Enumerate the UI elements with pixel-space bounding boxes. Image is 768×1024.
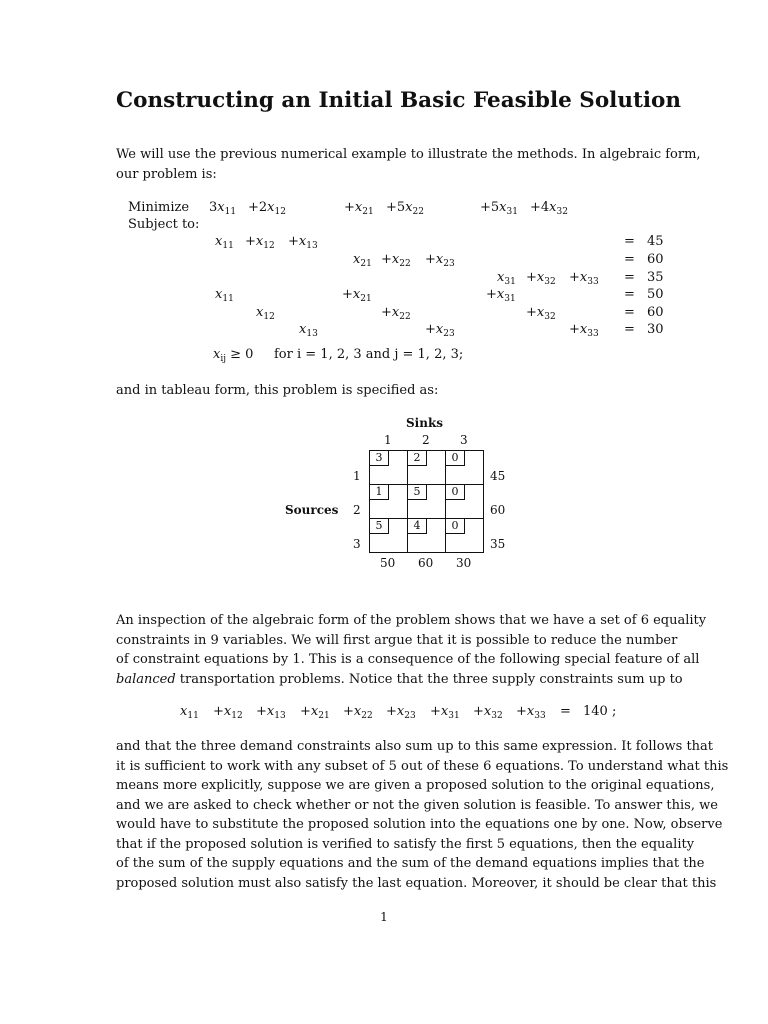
variable-subscript: 22 [399,312,411,322]
constraint-term [288,234,318,251]
coefficient: + [342,287,353,302]
constraint-term [497,270,516,287]
sum-term [213,704,243,721]
text-line: of constraint equations by 1. This is a consequence of the following special feature of all [116,652,700,667]
demand-value: 50 [380,556,396,570]
variable-subscript: 22 [412,207,424,217]
variable-subscript: 21 [360,259,372,269]
constraint-term [569,322,599,339]
variable-subscript: 23 [443,329,455,339]
coefficient: + [473,704,484,719]
constraint-term [215,287,234,304]
variable: x [256,305,264,320]
cost-box: 3 [370,451,389,466]
sum-term [180,704,199,721]
variable-subscript: 11 [224,207,237,217]
sum-term [300,704,330,721]
cost-box: 0 [446,519,465,534]
constraint-term [256,305,275,322]
coefficient: + [526,305,537,320]
nonnegativity-constraint [213,347,253,364]
supply-value: 35 [490,537,506,551]
relation: ≥ 0 [230,347,254,362]
text-line [116,670,683,690]
equals-sign: = [624,287,635,302]
coefficient: + [516,704,527,719]
equals-sign: = [624,322,635,337]
variable: x [352,287,361,302]
cost-box: 0 [446,451,465,466]
variable: x [215,234,223,249]
variable-subscript: 32 [491,711,503,721]
coefficient: + [486,287,497,302]
cost-box: 4 [408,519,427,534]
variable: x [215,287,223,302]
coefficient: + [381,305,392,320]
italic-term: balanced [116,671,176,687]
variable: x [266,704,275,719]
sum-rhs: 140 ; [583,704,617,719]
variable-subscript: 32 [544,312,556,322]
variable: x [536,270,545,285]
variable-subscript: 13 [274,711,286,721]
constraint-term [342,287,372,304]
equals-sign: = [624,234,635,249]
variable: x [496,287,505,302]
sum-term [516,704,546,721]
variable-subscript: 11 [187,711,199,721]
equals-sign: = [624,270,635,285]
variable-subscript: 31 [448,711,460,721]
constraint-rhs: 35 [647,270,664,285]
constraint-term [245,234,275,251]
constraint-term [425,322,455,339]
coefficient: +5 [386,200,406,215]
constraint-term [569,270,599,287]
variable: x [526,704,535,719]
constraint-rhs: 60 [647,252,664,267]
source-number: 1 [353,469,361,483]
paragraph-inspection [116,611,707,689]
variable: x [310,704,319,719]
variable: x [353,704,362,719]
variable-subscript: 33 [587,329,599,339]
intro-paragraph [116,145,701,184]
variable-subscript: 11 [222,241,234,251]
text-line: would have to substitute the proposed solution into the equations one by one. Now, observe [116,817,723,832]
text-line: that if the proposed solution is verified to satisfy the first 5 equations, then the equality [116,836,695,852]
coefficient: + [245,234,256,249]
supply-value: 60 [490,503,506,517]
variable-subscript: 31 [504,294,516,304]
constraint-rhs: 45 [647,234,664,249]
constraint-term [299,322,318,339]
variable-subscript: 13 [306,329,318,339]
variable: x [499,200,507,215]
coefficient: + [344,200,355,215]
coefficient: + [425,322,436,337]
coefficient: +2 [248,200,268,215]
sum-term [430,704,460,721]
source-number: 2 [353,503,361,517]
demand-value: 30 [456,556,472,570]
constraint-rhs: 30 [647,322,664,337]
coefficient: + [256,704,267,719]
constraint-term [353,252,372,269]
variable-subscript: 12 [263,241,275,251]
variable-subscript: 22 [361,711,373,721]
variable: x [549,200,557,215]
supply-value: 45 [490,469,506,483]
variable: x [536,305,545,320]
variable-subscript: 31 [504,277,516,287]
coefficient: + [425,252,436,267]
constraint-term [526,305,556,322]
variable-subscript: 12 [231,711,243,721]
sum-term [343,704,373,721]
variable-subscript: 32 [544,277,556,287]
variable: x [579,270,588,285]
objective-term [480,200,518,217]
text-line: our problem is: [116,166,217,182]
variable-subscript: 21 [362,207,374,217]
text-line: and in tableau form, this problem is specified as: [116,383,439,398]
constraint-term [486,287,516,304]
variable: x [180,704,188,719]
variable-subscript: 12 [274,207,286,217]
variable: x [299,322,307,337]
variable: x [405,200,413,215]
text-line: of the sum of the supply equations and the sum of the demand equations implies that the [116,856,705,871]
objective-term [248,200,286,217]
variable: x [497,270,505,285]
coefficient: + [213,704,224,719]
text-fragment: transportation problems. Notice that the three supply constraints sum up to [179,671,683,687]
text-line: and that the three demand constraints also sum up to this same expression. It follows that [116,739,714,754]
sink-number: 3 [460,433,468,447]
paragraph-demand [116,737,729,893]
tableau-intro [116,381,673,401]
coefficient: + [381,252,392,267]
variable: x [396,704,405,719]
variable: x [255,234,264,249]
constraint-rhs: 50 [647,287,664,302]
cost-box: 5 [370,519,389,534]
sum-term [386,704,416,721]
objective-term [386,200,424,217]
variable: x [353,252,361,267]
variable: x [435,322,444,337]
coefficient: + [343,704,354,719]
equals-sign: = [624,252,635,267]
variable-subscript: 22 [399,259,411,269]
constraint-rhs: 60 [647,305,664,320]
variable: x [440,704,449,719]
coefficient: + [430,704,441,719]
equals-sign: = [624,305,635,320]
variable: x [354,200,363,215]
objective-term [209,200,236,217]
constraint-term [381,252,411,269]
variable-subscript: 11 [222,294,234,304]
cost-box: 0 [446,485,465,500]
variable: x [435,252,444,267]
variable: x [391,305,400,320]
sum-term [256,704,286,721]
minimize-label: Minimize [128,200,190,215]
constraint-term [526,270,556,287]
variable: x [483,704,492,719]
constraint-term [215,234,234,251]
variable-subscript: 33 [534,711,546,721]
variable-subscript: 13 [306,241,318,251]
sink-number: 2 [422,433,430,447]
variable-subscript: 23 [404,711,416,721]
sink-number: 1 [384,433,392,447]
coefficient: +5 [480,200,500,215]
variable-subscript: ij [220,354,227,364]
sinks-label: Sinks [406,416,444,430]
variable: x [213,347,221,362]
objective-term [530,200,568,217]
section-title: Constructing an Initial Basic Feasible Solution [116,88,682,113]
text-line: We will use the previous numerical example to illustrate the methods. In algebraic form, [116,147,701,162]
cost-box: 1 [370,485,389,500]
objective-term [344,200,374,217]
text-line: and we are asked to check whether or not the given solution is feasible. To answer this, we [116,797,718,813]
variable: x [223,704,232,719]
constraint-term [381,305,411,322]
equals-sign: = [560,704,571,719]
text-line: means more explicitly, suppose we are given a proposed solution to the original equations, [116,778,715,793]
variable-subscript: 33 [587,277,599,287]
variable-subscript: 31 [506,207,518,217]
text-line: proposed solution must also satisfy the last equation. Moreover, it should be clear that this [116,875,717,891]
sources-label: Sources [285,503,339,517]
index-range-text: for i = 1, 2, 3 and j = 1, 2, 3; [274,347,464,362]
coefficient: + [300,704,311,719]
variable: x [579,322,588,337]
coefficient: +4 [530,200,550,215]
coefficient: + [526,270,537,285]
cost-box: 5 [408,485,427,500]
variable-subscript: 12 [263,312,275,322]
coefficient: 3 [209,200,218,215]
variable: x [391,252,400,267]
variable: x [267,200,275,215]
cost-box: 2 [408,451,427,466]
page-number: 1 [380,910,388,924]
variable-subscript: 23 [443,259,455,269]
demand-value: 60 [418,556,434,570]
coefficient: + [569,270,580,285]
text-line: An inspection of the algebraic form of the problem shows that we have a set of 6 equality [116,613,707,628]
text-line: constraints in 9 variables. We will first argue that it is possible to reduce the number [116,632,678,648]
variable: x [298,234,307,249]
variable-subscript: 21 [360,294,372,304]
subject-to-label: Subject to: [128,217,200,232]
variable-subscript: 32 [556,207,568,217]
variable-subscript: 21 [318,711,330,721]
sum-term [473,704,503,721]
variable: x [217,200,225,215]
coefficient: + [569,322,580,337]
constraint-term [425,252,455,269]
coefficient: + [288,234,299,249]
source-number: 3 [353,537,361,551]
coefficient: + [386,704,397,719]
text-line: it is sufficient to work with any subset of 5 out of these 6 equations. To understand what this [116,758,729,774]
